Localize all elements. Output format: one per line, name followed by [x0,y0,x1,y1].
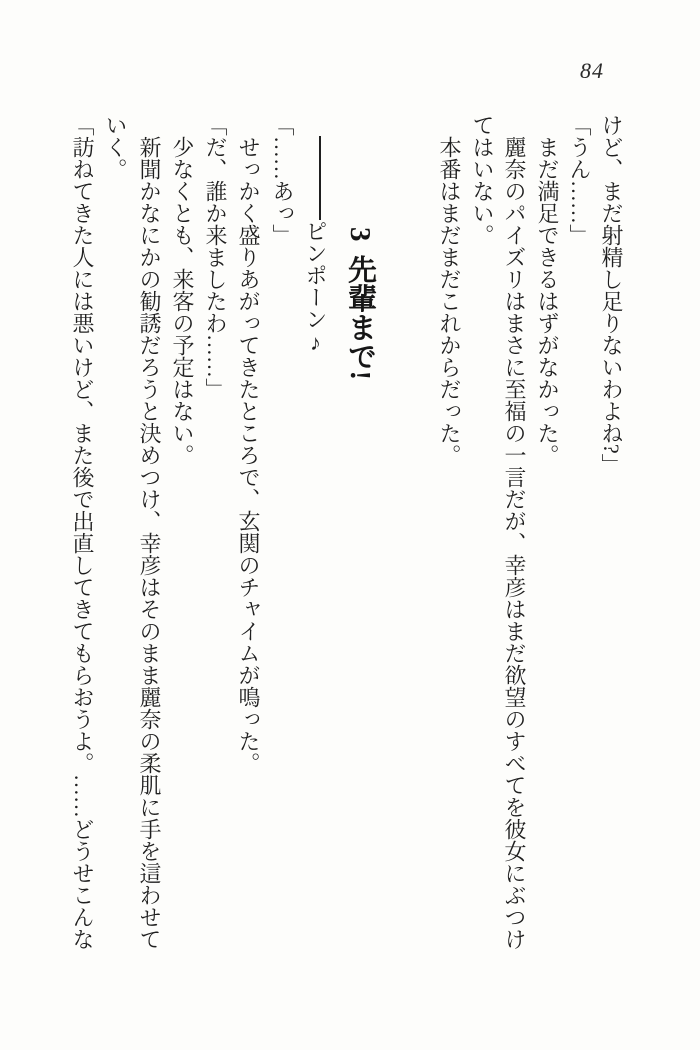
text-column-10: 「だ、誰か来ましたわ……」 [203,114,228,400]
text-column-13: いく。 [103,114,128,180]
em-dash [319,136,321,220]
text-column-9: せっかく盛りあがってきたところで、玄関のチャイムが鳴った。 [236,136,261,774]
text-column-5: てはいない。 [470,114,495,246]
text-column-4: 麗奈のパイズリはまさに至福の一言だが、幸彦はまだ欲望のすべてを彼女にぶつけ [502,136,527,950]
text-column-3: まだ満足できるはずがなかった。 [535,136,560,466]
text-column-7 [299,114,331,956]
text-column-12: 新聞かなにかの勧誘だろうと決めつけ、幸彦はそのまま麗奈の柔肌に手を這わせて [137,136,162,950]
sound-effect-text: ピンポーン♪ [303,220,328,355]
text-column-11: 少なくとも、来客の予定はない。 [170,136,195,466]
chapter-number: 3 [344,227,376,242]
text-column-6: 本番はまだまだこれからだった。 [437,136,462,466]
text-column-8: 「……あっ」 [270,114,295,246]
page-number: 84 [580,58,604,83]
text-column-14: 「訪ねてきた人には悪いけど、また後で出直してきてもらおうよ。……どうせこんな [70,114,95,950]
text-column-2: 「うん……」 [567,114,592,246]
chapter-heading [338,114,382,956]
text-column-1: けど、まだ射精し足りないわよね?」 [599,114,624,476]
chapter-title: 先輩まで! [344,254,376,381]
